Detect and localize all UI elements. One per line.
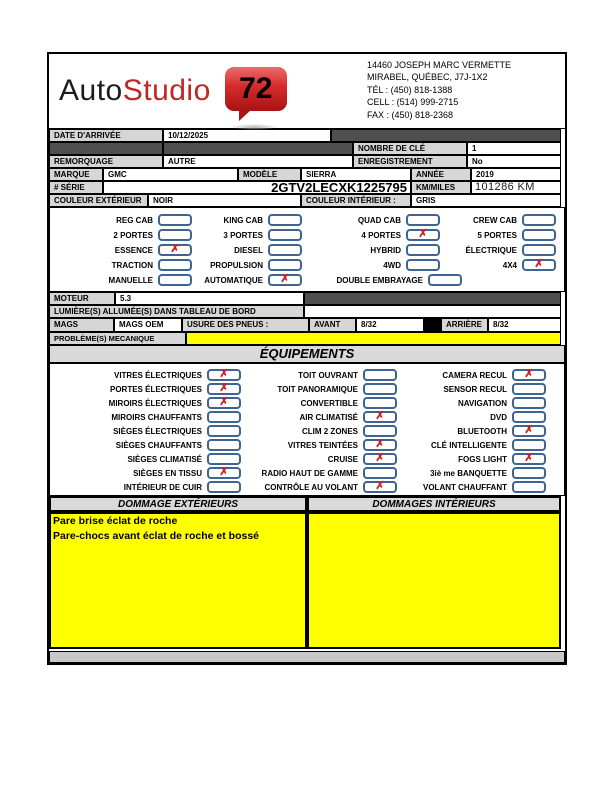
- option-checkbox: [512, 453, 546, 465]
- option-checkbox: [268, 274, 302, 286]
- option-item: [246, 411, 402, 423]
- option-label: ESSENCE: [114, 245, 153, 255]
- option-label: VITRES ÉLECTRIQUES: [113, 370, 202, 380]
- couleur-int-value: GRIS: [411, 194, 561, 207]
- option-item: [246, 453, 402, 465]
- mags-label: MAGS: [49, 318, 114, 332]
- bottom-bar: [49, 651, 565, 663]
- option-checkbox: [522, 259, 556, 271]
- option-item: [192, 229, 310, 241]
- couleur-ext-value: NOIR: [148, 194, 301, 207]
- option-checkbox: [512, 397, 546, 409]
- cab-column-2: [192, 214, 310, 291]
- option-item: [402, 481, 562, 493]
- dommages-exterieurs-notes: [49, 512, 307, 649]
- option-label: TRACTION: [111, 260, 153, 270]
- logo: [49, 54, 367, 128]
- option-item: [246, 397, 402, 409]
- dommages-interieurs-title: DOMMAGES INTÉRIEURS: [307, 496, 561, 512]
- option-item: [402, 397, 562, 409]
- option-checkbox: [158, 274, 192, 286]
- annee-value: 2019: [471, 168, 561, 181]
- option-label: 4WD: [383, 260, 401, 270]
- row-dommages-headers: [49, 496, 565, 512]
- option-item: [50, 439, 246, 451]
- option-checkbox: [363, 481, 397, 493]
- address-line: MIRABEL, QUÉBEC, J7J-1X2: [367, 72, 488, 83]
- option-label: SIÈGES CHAUFFANTS: [115, 440, 202, 450]
- option-label: SIÈGES CLIMATISÉ: [127, 454, 202, 464]
- option-item: [50, 244, 192, 256]
- option-item: [456, 214, 562, 226]
- option-label: DVD: [490, 412, 507, 422]
- option-label: DIESEL: [234, 245, 263, 255]
- couleur-int-label: COULEUR INTÉRIEUR :: [301, 194, 411, 207]
- row-mags: [49, 318, 565, 332]
- avant-value: 8/32: [356, 318, 424, 332]
- row-lumieres: [49, 305, 565, 318]
- option-label: 2 PORTES: [113, 230, 153, 240]
- option-checkbox: [207, 439, 241, 451]
- option-checkbox: [268, 229, 302, 241]
- cab-column-3: [310, 214, 456, 291]
- filler-dark-cell: [49, 142, 163, 155]
- row-moteur: [49, 292, 565, 305]
- option-checkbox: [363, 425, 397, 437]
- option-item: [50, 274, 192, 286]
- option-checkbox: [522, 214, 556, 226]
- form-header: [49, 54, 565, 129]
- marque-label: MARQUE: [49, 168, 103, 181]
- filler-dark-cell: [331, 129, 561, 142]
- option-label: INTÉRIEUR DE CUIR: [123, 482, 202, 492]
- option-label: PROPULSION: [210, 260, 263, 270]
- option-label: HYBRID: [370, 245, 401, 255]
- marque-value: GMC: [103, 168, 238, 181]
- option-label: MANUELLE: [108, 275, 153, 285]
- option-checkbox: [268, 259, 302, 271]
- row-remorquage: [49, 155, 565, 168]
- serie-value: 2GTV2LECXK1225795: [103, 181, 411, 194]
- option-checkbox: [158, 214, 192, 226]
- option-label: PORTES ÉLECTRIQUES: [109, 384, 202, 394]
- option-label: BLUETOOTH: [457, 426, 507, 436]
- dommage-line: Pare-chocs avant éclat de roche et bossé: [53, 530, 260, 542]
- option-label: 3 PORTES: [223, 230, 263, 240]
- option-label: AIR CLIMATISÉ: [299, 412, 358, 422]
- option-item: [246, 369, 402, 381]
- option-item: [246, 481, 402, 493]
- nombre-cle-label: NOMBRE DE CLÉ: [353, 142, 467, 155]
- option-checkbox: [363, 439, 397, 451]
- option-checkbox: [512, 467, 546, 479]
- option-item: [402, 383, 562, 395]
- logo-badge-number: 72: [239, 72, 273, 105]
- lumieres-value: [304, 305, 561, 318]
- row-nombre-cle: [49, 142, 565, 155]
- divider-cell: [424, 318, 441, 332]
- option-checkbox: [512, 481, 546, 493]
- option-checkbox: [406, 244, 440, 256]
- option-label: AUTOMATIQUE: [204, 275, 263, 285]
- option-item: [50, 411, 246, 423]
- modele-value: SIERRA: [301, 168, 411, 181]
- option-checkbox: [363, 369, 397, 381]
- option-checkbox: [522, 244, 556, 256]
- option-checkbox: [363, 453, 397, 465]
- option-item: [192, 259, 310, 271]
- equipements-column-2: [246, 369, 402, 495]
- option-item: [402, 453, 562, 465]
- option-label: MIROIRS CHAUFFANTS: [111, 412, 202, 422]
- option-label: RADIO HAUT DE GAMME: [261, 468, 358, 478]
- option-label: MIROIRS ÉLECTRIQUES: [108, 398, 202, 408]
- enregistrement-value: No: [467, 155, 561, 168]
- option-checkbox: [406, 214, 440, 226]
- row-date-arrivee: [49, 129, 565, 142]
- equipements-column-1: [50, 369, 246, 495]
- option-item: [50, 425, 246, 437]
- nombre-cle-value: 1: [467, 142, 561, 155]
- option-label: 5 PORTES: [477, 230, 517, 240]
- lumieres-label: LUMIÈRE(S) ALLUMÉE(S) DANS TABLEAU DE BORD: [49, 305, 304, 318]
- option-label: VOLANT CHAUFFANT: [423, 482, 507, 492]
- option-item: [310, 244, 456, 256]
- option-label: CRUISE: [327, 454, 358, 464]
- option-label: SIÈGES ÉLECTRIQUES: [113, 426, 202, 436]
- logo-badge-icon: [225, 67, 287, 111]
- option-item: [50, 214, 192, 226]
- cab-column-4: [456, 214, 562, 291]
- option-item: [246, 467, 402, 479]
- option-checkbox: [207, 425, 241, 437]
- option-item: [50, 397, 246, 409]
- option-item: [50, 259, 192, 271]
- option-label: 4 PORTES: [361, 230, 401, 240]
- logo-text: [59, 74, 211, 108]
- option-label: REG CAB: [116, 215, 153, 225]
- option-item: [402, 439, 562, 451]
- option-item: [402, 425, 562, 437]
- filler-dark-cell: [163, 142, 353, 155]
- option-label: SIÈGES EN TISSU: [133, 468, 202, 478]
- option-label: FOGS LIGHT: [458, 454, 507, 464]
- option-checkbox: [207, 411, 241, 423]
- logo-auto: Auto: [59, 74, 123, 107]
- option-item: [246, 439, 402, 451]
- option-item: [456, 229, 562, 241]
- option-label: SENSOR RECUL: [443, 384, 507, 394]
- option-checkbox: [363, 467, 397, 479]
- address-line: CELL : (514) 999-2715: [367, 97, 459, 108]
- option-label: CLIM 2 ZONES: [301, 426, 358, 436]
- address-line: 14460 JOSEPH MARC VERMETTE: [367, 60, 512, 70]
- option-checkbox: [406, 259, 440, 271]
- arriere-label: ARRIÈRE: [441, 318, 488, 332]
- option-item: [50, 383, 246, 395]
- logo-studio: Studio: [122, 74, 211, 107]
- option-checkbox: [207, 397, 241, 409]
- cab-column-1: [50, 214, 192, 291]
- couleur-ext-label: COULEUR EXTÉRIEUR: [49, 194, 148, 207]
- option-item: [50, 453, 246, 465]
- dommages-interieurs-notes: [307, 512, 561, 649]
- usure-pneus-label: USURE DES PNEUS :: [182, 318, 309, 332]
- option-item: [246, 383, 402, 395]
- company-address: [367, 54, 565, 128]
- option-checkbox: [207, 383, 241, 395]
- option-item: [456, 259, 562, 271]
- option-label: CREW CAB: [473, 215, 517, 225]
- option-checkbox: [512, 369, 546, 381]
- option-item: [192, 244, 310, 256]
- cab-options-section: [49, 207, 565, 292]
- option-label: KING CAB: [223, 215, 263, 225]
- option-checkbox: [522, 229, 556, 241]
- inspection-form: [47, 52, 567, 665]
- option-checkbox: [512, 411, 546, 423]
- row-marque: [49, 168, 565, 181]
- option-label: NAVIGATION: [457, 398, 507, 408]
- avant-label: AVANT: [309, 318, 356, 332]
- remorquage-value: AUTRE: [163, 155, 353, 168]
- serie-label: # SÉRIE: [49, 181, 103, 194]
- filler-dark-cell: [304, 292, 561, 305]
- option-label: QUAD CAB: [357, 215, 401, 225]
- option-checkbox: [207, 453, 241, 465]
- option-checkbox: [158, 229, 192, 241]
- equipements-section: [49, 363, 565, 496]
- option-item: [246, 425, 402, 437]
- remorquage-label: REMORQUAGE: [49, 155, 163, 168]
- option-checkbox: [158, 259, 192, 271]
- moteur-label: MOTEUR: [49, 292, 115, 305]
- date-arrivee-value: 10/12/2025: [163, 129, 331, 142]
- option-item: [310, 214, 456, 226]
- row-couleurs: [49, 194, 565, 207]
- option-item: [402, 369, 562, 381]
- option-label: CONTRÔLE AU VOLANT: [264, 482, 358, 492]
- modele-label: MODÈLE: [238, 168, 301, 181]
- equipements-column-3: [402, 369, 562, 495]
- option-label: DOUBLE EMBRAYAGE: [336, 275, 423, 285]
- option-checkbox: [512, 383, 546, 395]
- option-item: [402, 467, 562, 479]
- option-label: CLÉ INTELLIGENTE: [431, 440, 507, 450]
- option-label: VITRES TEINTÉES: [287, 440, 358, 450]
- dommage-line: Pare brise éclat de roche: [53, 515, 178, 527]
- option-label: TOIT PANORAMIQUE: [277, 384, 358, 394]
- option-item: [310, 229, 456, 241]
- moteur-value: 5.3: [115, 292, 304, 305]
- dommages-exterieurs-title: DOMMAGE EXTÉRIEURS: [49, 496, 307, 512]
- option-checkbox: [363, 411, 397, 423]
- probleme-value: [186, 332, 561, 345]
- option-item: [50, 369, 246, 381]
- option-checkbox: [363, 397, 397, 409]
- address-line: TÉL : (450) 818-1388: [367, 84, 453, 95]
- option-item: [50, 467, 246, 479]
- option-item: [192, 214, 310, 226]
- equipements-title: ÉQUIPEMENTS: [49, 345, 565, 363]
- option-checkbox: [363, 383, 397, 395]
- option-label: CAMERA RECUL: [442, 370, 507, 380]
- option-item: [310, 259, 456, 271]
- option-label: CONVERTIBLE: [300, 398, 358, 408]
- option-checkbox: [207, 467, 241, 479]
- annee-label: ANNÉE: [411, 168, 471, 181]
- option-label: 4X4: [502, 260, 517, 270]
- date-arrivee-label: DATE D'ARRIVÉE: [49, 129, 163, 142]
- option-item: [50, 229, 192, 241]
- option-checkbox: [268, 244, 302, 256]
- enregistrement-label: ENREGISTREMENT: [353, 155, 467, 168]
- option-checkbox: [207, 369, 241, 381]
- km-value: 101286 KM: [471, 181, 561, 194]
- option-checkbox: [207, 481, 241, 493]
- option-checkbox: [512, 425, 546, 437]
- option-item: [402, 411, 562, 423]
- row-serie: [49, 181, 565, 194]
- address-line: FAX : (450) 818-2368: [367, 109, 454, 120]
- probleme-label: PROBLÈME(S) MECANIQUE: [49, 332, 186, 345]
- option-checkbox: [158, 244, 192, 256]
- option-checkbox: [406, 229, 440, 241]
- option-label: ÉLECTRIQUE: [465, 245, 517, 255]
- option-checkbox: [268, 214, 302, 226]
- mags-value: MAGS OEM: [114, 318, 182, 332]
- row-dommages-bodies: [49, 512, 565, 649]
- option-label: 3iè me BANQUETTE: [430, 468, 507, 478]
- option-item: [456, 244, 562, 256]
- arriere-value: 8/32: [488, 318, 561, 332]
- option-checkbox: [512, 439, 546, 451]
- option-item: [192, 274, 310, 286]
- option-label: TOIT OUVRANT: [298, 370, 358, 380]
- km-label: KM/MILES: [411, 181, 471, 194]
- option-item: [50, 481, 246, 493]
- row-probleme: [49, 332, 565, 345]
